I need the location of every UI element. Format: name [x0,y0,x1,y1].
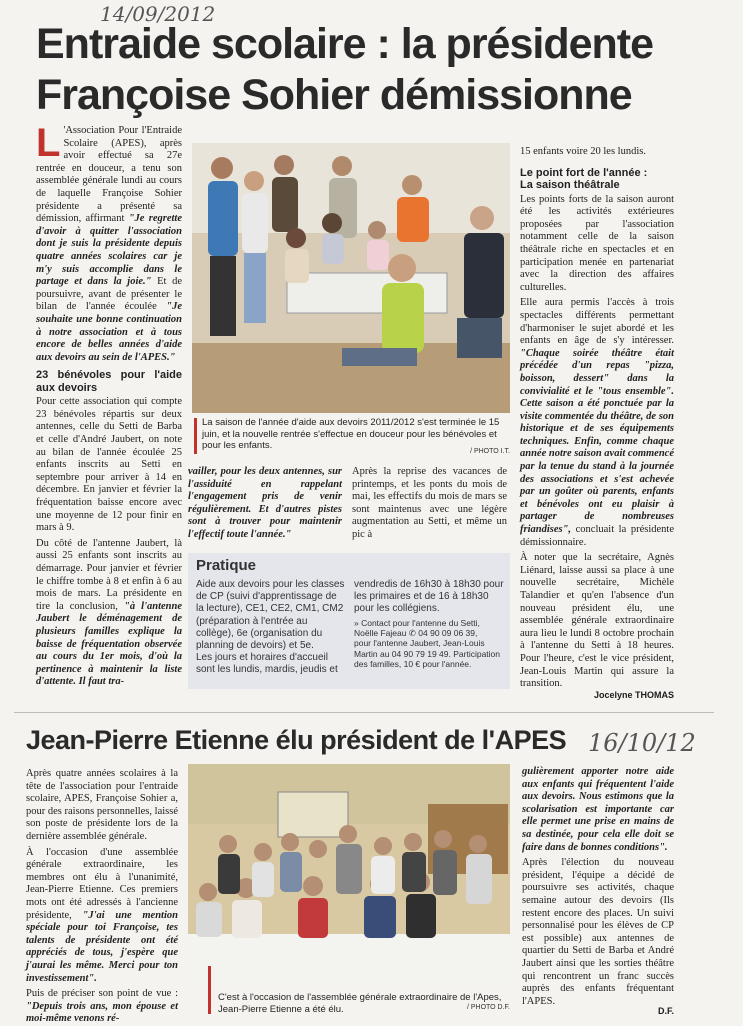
a2-quote-mention: "J'ai une mention spéciale pour toi Françoise, tes talents de présidente ont été appréciés de tous, j'espère que j'aurai les même. Merci pour ton investissement". [26,909,178,984]
pratique-col1 [196,579,346,677]
paragraph-spectacles: Elle aura permis l'accès à trois spectacles différents permettant d'harmoniser le sujet abordé et les enfants en âge de s'y intéresser. [520,297,674,347]
quote-jaubert: "à l'antenne Jaubert le déménagement de plusieurs familles explique la baisse de fréquentation observée au cours du 1er mois, d'où la pertinence à maintenir la liste d'attente. Il faut tra- [36,600,183,688]
pratique-classes: Aide aux devoirs pour les classes de CP (suivi d'apprentissage de la lecture), CE1, CE2, CM1, CM2 (préparation à l'entrée au collège), 6e (organisation du planning de devoirs) et 5e. [196,579,345,652]
a2-paragraph-election: Après l'élection du nouveau président, l'équipe a décidé de poursuivre ses activités, chaque semaine autour des devoirs (Ils restent encore des places. Un suivi personnalisé pour les élèves de CP est possible) aux antennes de quartier du Setti de Barba et André Jaubert ainsi que les sorties théâtre qui rencontrent un franc succès auprès des enfants fréquentant l'APES. [522,857,674,1007]
photo-illustration [192,143,510,413]
pratique-title: Pratique [196,557,257,574]
article1-left-column [36,121,183,691]
intro-text: 'Association Pour l'Entraide Scolaire (APES), après avoir effectué sa 27e rentrée en douceur, a tenu son assemblée générale lundi au cours de laquelle Françoise Sohier présidente a présenté sa démission, affirmant [36,125,182,225]
article2-left-column [26,768,178,1025]
pratique-jours: Les jours et horaires d'accueil sont les lundis, mardis, jeudis et [196,652,338,676]
article1-right-column [520,146,674,688]
caption-marker-2 [208,966,211,1014]
author-2: D.F. [657,1006,674,1016]
handwritten-date-top: 14/09/2012 [100,2,216,26]
intro-quote-2: "Je souhaite une bonne continuation à notre association et à tous encore de belles années d'aide aux devoirs au sein de l'APES." [36,301,182,363]
subheading-point-fort [520,167,674,192]
intro-quote: "Je regrette d'avoir à quitter l'association dont je suis la présidente depuis quatre années scolaires car je m'y suis accomplie dans le partage et dans la joie." [36,213,182,288]
pratique-contact-setti: » Contact pour l'antenne du Setti, Noëlle Fajeau ✆ 04 90 09 06 39, [354,617,480,639]
article2-right-column [522,766,674,1008]
author-1: Jocelyne THOMAS [593,690,674,700]
pratique-col2 [354,579,506,670]
a2-paragraph-3: Puis de préciser son point de vue : [26,988,178,1000]
a2-quote-depuis: "Depuis trois ans, mon épouse et moi-même venons ré- [26,1000,178,1025]
dropcap: L [36,121,61,165]
paragraph-benevoles: Pour cette association qui compte 23 bénévoles répartis sur deux antennes, celle du Setti de Barba et celle d'André Jaubert, on note au bilan de l'année écoulée 25 enfants inscrits au Setti en septembre pour arriver à 14 en décembre. En janvier et février la fréquentation baisse encore avec une moyenne de 12 pour finir en mars à 9. [36,396,182,534]
pratique-contact-jaubert: pour l'antenne Jaubert, Jean-Louis Martin au 04 90 79 19 49. Participation des familles, 10 € pour l'année. [354,638,501,670]
headline-line-1: Entraide scolaire : la présidente [36,20,654,68]
headline-line-2: Françoise Sohier démissionne [36,71,632,119]
quote-theatre: "Chaque soirée théâtre était précédée d'un repas "pizza, boisson, dessert" dans la convivialité et le "tous ensemble". Cette saison a été ponctuée par la visite commentée du théâtre, de son historique et de ses équipements techniques. Enfin, comme chaque année notre saison avait commencé par la tenue du stand à la journée des associations et s'est achevée par un goûter où parents, enfants et bénévoles ont eu plaisir à partager de nombreuses friandises", [520,347,674,536]
photo-assembly-group [188,764,510,986]
a2-quote-scolarisation: gulièrement apporter notre aide aux enfants qui fréquentent l'aide aux devoirs. Nous estimons que la scolarisation est importante car elle permet une prise en mains de sa destinée, pour cela elle doit se faire dans de bonnes conditions". [522,766,674,853]
article1-col3-text [352,466,507,545]
photo-illustration-2 [188,764,510,986]
photo-credit-2: / PHOTO D.F. [466,1004,510,1011]
article2-headline: Jean-Pierre Etienne élu président de l'APES [26,725,567,755]
paragraph-printemps: Après la reprise des vacances de printemps, et les ponts du mois de mai, les effectifs du mois de mars se sont maintenus avec une légère augmentation au Setti, et même un pic à [352,466,507,540]
pratique-box [188,553,510,689]
article1-col2-text [188,466,342,545]
paragraph-conclusion: concluait la présidente démissionnaire. [520,524,674,548]
intro-text-cont: Et de poursuivre, avant de présenter le bilan de l'année écoulée [36,276,182,313]
article-separator [14,712,714,713]
a2-paragraph-1: Après quatre années scolaires à la tête de l'association pour l'entraide scolaire, APES, Françoise Sohier a, pour des raisons personnelles, laissé son poste de présidente lors de la dernière assemblée générale. [26,768,178,842]
handwritten-date-bottom: 16/10/12 [588,729,696,757]
photo-caption-2: C'est à l'occasion de l'assemblée générale extraordinaire de l'Apes, Jean-Pierre Etienne a été élu. [218,992,502,1015]
photo-group-children [192,143,510,413]
a2-paragraph-2: À l'occasion d'une assemblée générale extraordinaire, les membres ont élu à l'unanimité, Jean-Pierre Etienne. Ces premiers mots ont été adressés à l'ancienne présidente, [26,846,178,921]
paragraph-secretaire: À noter que la secrétaire, Agnès Liénard, laisse aussi sa place à une nouvelle secrétaire, Michèle Talandier et qu'en l'absence d'un nouveau président élu, une assemblée générale extraordinaire aura lieu le lundi 8 octobre prochain à l'antenne du Setti à 18 heures. Pour l'heure, c'est le vice président, Jean-Louis Martin qui assure la transition. [520,552,674,690]
paragraph-points-forts: Les points forts de la saison auront été les activités extérieures proposées par l'association notamment celle de la saison théâtrale riche en spectacles et en participation menée en partenariat avec la direction des affaires culturelles. [520,193,674,293]
subheading-point-fort-2: La saison théâtrale [520,179,620,192]
paragraph-jaubert: Du côté de l'antenne Jaubert, là aussi 25 enfants sont inscrits au démarrage. Pour janvier et février le chiffre tombe à 8 et enfin à 6 au mois de mars. La présidente en tire la conclusion, [36,537,182,612]
right-top-text: 15 enfants voire 20 les lundis. [520,146,646,157]
pratique-horaires: vendredis de 16h30 à 18h30 pour les primaires et de 16 à 18h30 pour les collégiens. [354,579,504,615]
subheading-point-fort-1: Le point fort de l'année : [520,166,648,179]
quote-continuation: vailler, pour les deux antennes, sur l'assiduité en rappelant l'engagement pris de venir régulièrement. Et d'autres pistes sont à trouver pour maintenir l'effectif toute l'année." [188,466,342,540]
photo-credit-1: / PHOTO I.T. [470,448,510,455]
photo-caption-1: La saison de l'année d'aide aux devoirs 2011/2012 s'est terminée le 15 juin, et la nouvelle rentrée s'effectue en douceur pour les bénévoles et pour les enfants. [202,417,500,451]
caption-marker [194,418,197,454]
subheading-benevoles: 23 bénévoles pour l'aide aux devoirs [36,369,182,394]
